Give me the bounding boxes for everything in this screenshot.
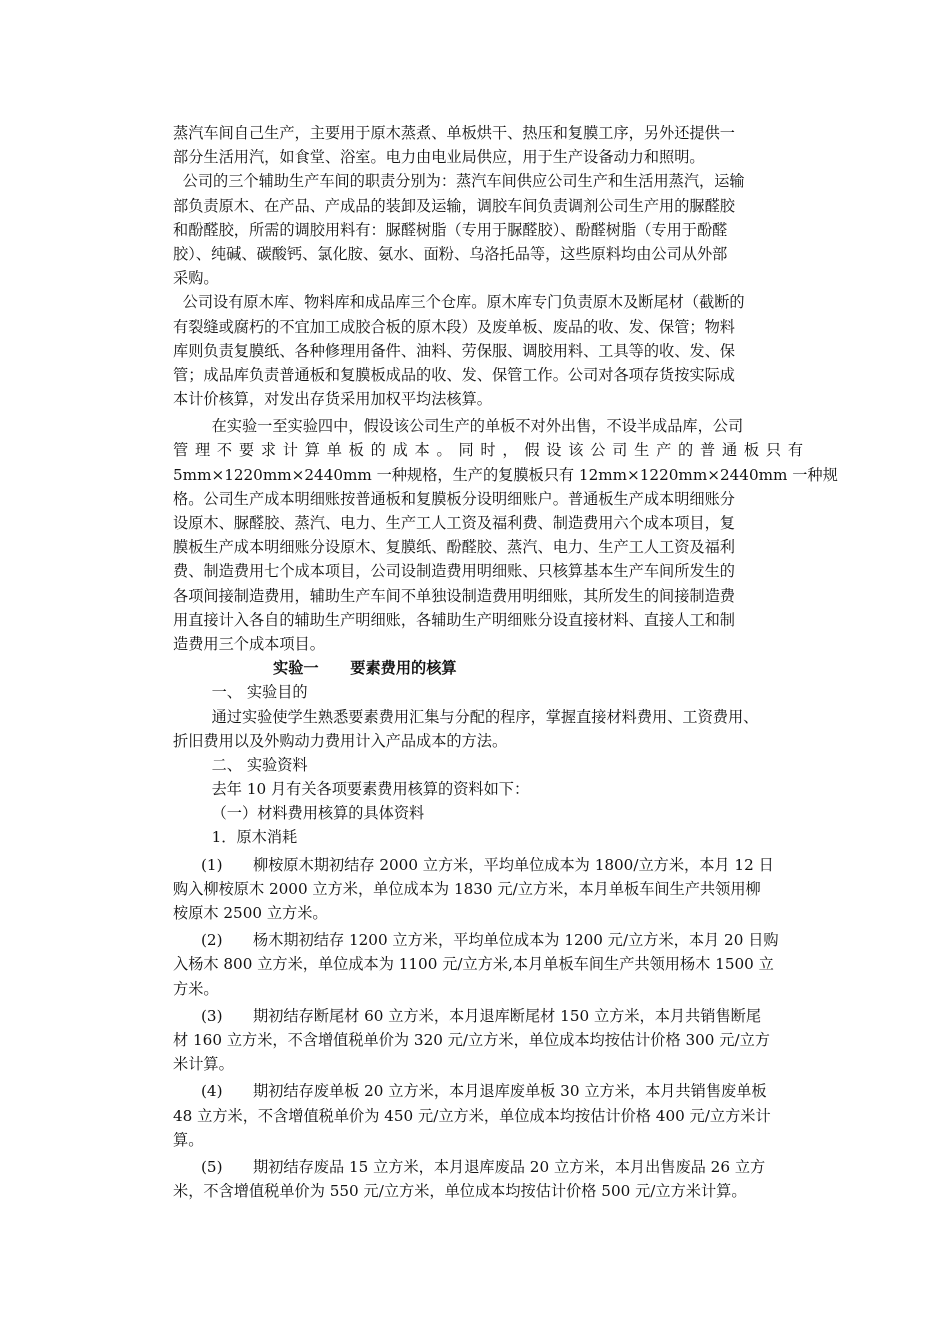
text-line: 库则负责复膜纸、各种修理用备件、油料、劳保服、调胶用料、工具等的收、发、保 (173, 341, 735, 360)
text-line: 部分生活用汽，如食堂、浴室。电力由电业局供应，用于生产设备动力和照明。 (173, 148, 705, 167)
subheading: 1．原木消耗 (173, 828, 298, 847)
text-line: 胶）、纯碱、碳酸钙、氯化胺、氨水、面粉、乌洛托品等，这些原料均由公司从外部 (173, 244, 728, 263)
text-line: 膜板生产成本明细账分设原木、复膜纸、酚醛胶、蒸汽、电力、生产工人工资及福利 (173, 538, 735, 557)
text-line: 管；成品库负责普通板和复膜板成品的收、发、保管工作。公司对各项存货按实际成 (173, 365, 735, 384)
text-line: 期初结存断尾材 60 立方米，本月退库断尾材 150 立方米，本月共销售断尾 (253, 1006, 762, 1025)
subheading: （一）材料费用核算的具体资料 (173, 804, 425, 823)
text-line: 费、制造费用七个成本项目，公司设制造费用明细账、只核算基本生产车间所发生的 (173, 562, 735, 581)
text-line: 本计价核算，对发出存货采用加权平均法核算。 (173, 390, 492, 409)
paragraph (173, 290, 809, 411)
text-line: 柳桉原木期初结存 2000 立方米，平均单位成本为 1800/立方米，本月 12 日 (253, 855, 774, 874)
text-line: 米计算。 (173, 1055, 234, 1074)
text-line: 入杨木 800 立方米，单位成本为 1100 元/立方米,本月单板车间生产共领用杨木 1500 立 (173, 955, 774, 974)
text-line: 购入柳桉原木 2000 立方米，单位成本为 1830 元/立方米，本月单板车间生产共领用柳 (173, 879, 761, 898)
paragraph (173, 414, 838, 656)
text-line: 5mm×1220mm×2440mm 一种规格，生产的复膜板只有 12mm×1220mm×2440mm 一种规 (173, 465, 838, 484)
section-intro (173, 680, 809, 849)
text-line: 48 立方米，不含增值税单价为 450 元/立方米，单位成本均按估计价格 400 元/立方米计 (173, 1106, 771, 1125)
text-line: 各项间接制造费用，辅助生产车间不单独设制造费用明细账，其所发生的间接制造费 (173, 586, 735, 605)
item-number: (1) (201, 855, 223, 874)
text-line: 材 160 立方米，不含增值税单价为 320 元/立方米，单位成本均按估计价格 300 元/立方 (173, 1030, 770, 1049)
text-line: 公司设有原木库、物料库和成品库三个仓库。原木库专门负责原木及断尾材（截断的 (173, 293, 745, 312)
text-line: 去年 10 月有关各项要素费用核算的资料如下： (173, 780, 530, 799)
text-line: 桉原木 2500 立方米。 (173, 904, 328, 922)
text-line: 方米。 (173, 979, 219, 998)
section-heading: 实验一 要素费用的核算 (273, 659, 457, 678)
subheading: 一、 实验目的 (173, 683, 308, 702)
item-number: (2) (201, 931, 223, 950)
item-number: (4) (201, 1082, 223, 1101)
item-number: (5) (201, 1157, 223, 1176)
text-line: 折旧费用以及外购动力费用计入产品成本的方法。 (173, 731, 508, 750)
text-line: 采购。 (173, 269, 219, 288)
text-line: 部负责原木、在产品、产成品的装卸及运输，调胶车间负责调剂公司生产用的脲醛胶 (173, 196, 735, 215)
list-item (173, 928, 809, 1001)
text-line: 蒸汽车间自己生产，主要用于原木蒸煮、单板烘干、热压和复膜工序，另外还提供一 (173, 124, 735, 142)
text-line: 用直接计入各自的辅助生产明细账，各辅助生产明细账分设直接材料、直接人工和制 (173, 610, 735, 629)
document-body (173, 121, 838, 1203)
text-line: 杨木期初结存 1200 立方米，平均单位成本为 1200 元/立方米，本月 20 日购 (253, 931, 779, 950)
text-line: 公司的三个辅助生产车间的职责分别为：蒸汽车间供应公司生产和生活用蒸汽，运输 (173, 172, 745, 191)
text-line: 期初结存废品 15 立方米，本月退库废品 20 立方米，本月出售废品 26 立方 (253, 1157, 766, 1176)
paragraph (173, 169, 809, 290)
text-line: 通过实验使学生熟悉要素费用汇集与分配的程序，掌握直接材料费用、工资费用、 (173, 707, 759, 726)
text-line: 管理不要求计算单板的成本。同时，假设该公司生产的普通板只有 (173, 441, 809, 460)
text-line: 格。公司生产成本明细账按普通板和复膜板分设明细账户。普通板生产成本明细账分 (173, 489, 735, 508)
list-item (173, 1004, 809, 1077)
list-item (173, 1155, 809, 1203)
text-line: 在实验一至实验四中，假设该公司生产的单板不对外出售，不设半成品库，公司 (173, 417, 744, 436)
text-line: 设原木、脲醛胶、蒸汽、电力、生产工人工资及福利费、制造费用六个成本项目，复 (173, 514, 735, 532)
text-line: 和酚醛胶，所需的调胶用料有：脲醛树脂（专用于脲醛胶）、酚醛树脂（专用于酚醛 (173, 220, 728, 239)
subheading: 二、 实验资料 (173, 755, 308, 774)
item-number: (3) (201, 1006, 223, 1025)
text-line: 有裂缝或腐朽的不宜加工成胶合板的原木段）及废单板、废品的收、发、保管；物料 (173, 317, 735, 336)
paragraph (173, 121, 809, 169)
numbered-list (173, 853, 809, 1204)
text-line: 米，不含增值税单价为 550 元/立方米，单位成本均按估计价格 500 元/立方米计算。 (173, 1182, 747, 1201)
text-line: 算。 (173, 1130, 204, 1149)
list-item (173, 853, 809, 926)
text-line: 期初结存废单板 20 立方米，本月退库废单板 30 立方米，本月共销售废单板 (253, 1082, 767, 1101)
list-item (173, 1079, 809, 1152)
text-line: 造费用三个成本项目。 (173, 634, 325, 653)
